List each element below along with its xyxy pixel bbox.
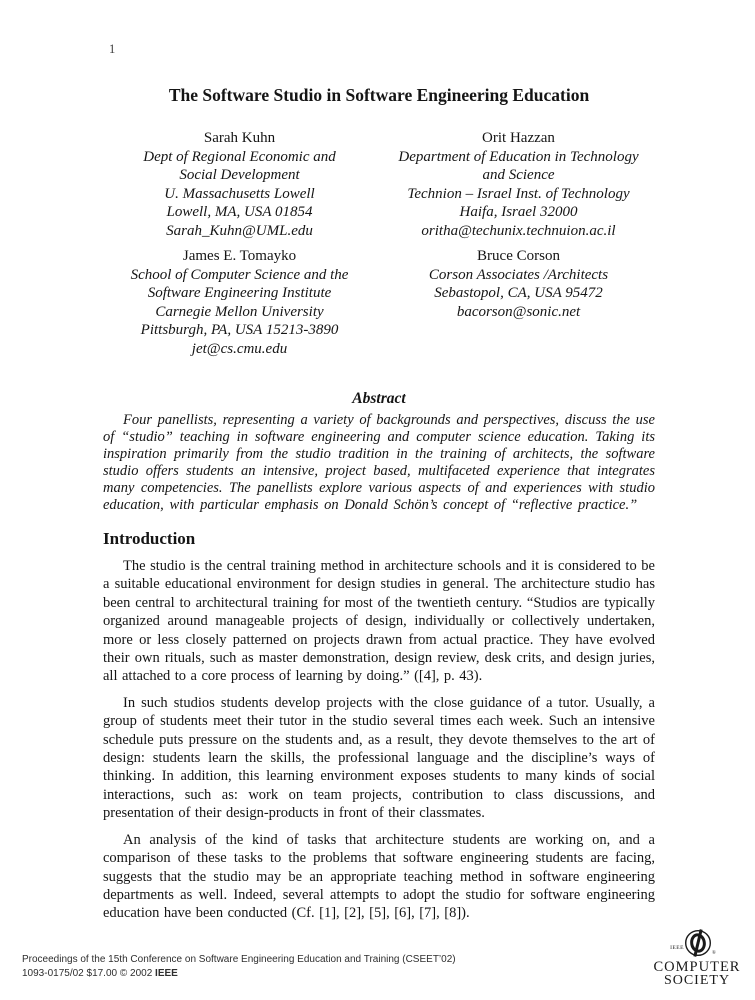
introduction-heading: Introduction bbox=[103, 529, 196, 548]
author-name: Orit Hazzan bbox=[482, 130, 555, 146]
author-affiliation-line: U. Massachusetts Lowell bbox=[164, 185, 315, 202]
page-number: 1 bbox=[109, 42, 116, 56]
author-name: Bruce Corson bbox=[477, 248, 560, 264]
copyright-notice bbox=[22, 953, 456, 980]
author-block-orit-hazzan bbox=[382, 129, 655, 240]
logo-ieee-text: IEEE bbox=[670, 945, 684, 951]
author-affiliation-line: Corson Associates /Architects bbox=[428, 266, 609, 283]
author-affiliation-line: Lowell, MA, USA 01854 bbox=[166, 204, 313, 220]
author-affiliation-line: Technion – Israel Inst. of Technology bbox=[407, 185, 630, 202]
author-affiliation-line: Social Development bbox=[179, 167, 300, 183]
author-affiliation-line: Dept of Regional Economic and bbox=[143, 148, 336, 165]
author-email: bacorson@sonic.net bbox=[456, 303, 581, 320]
author-block-james-tomayko bbox=[103, 247, 376, 358]
abstract-heading: Abstract bbox=[352, 390, 406, 407]
phi-circle-icon bbox=[648, 928, 746, 990]
author-affiliation-line: Pittsburgh, PA, USA 15213-3890 bbox=[140, 322, 339, 338]
paper-content bbox=[103, 0, 655, 923]
abstract-text: Four panellists, representing a variety of backgrounds and perspectives, discuss the use of “studio” teaching in software engineering and computer science education. Taking its inspiration primarily from the studio tradition in the training of architects, the software studio offers students an intensive, project based, multifaceted experience that integrates many competencies. The panellists explore various aspects of and experiences with studio education, with particular emphasis on Donald Schön’s concept of “reflective practice.” bbox=[103, 412, 655, 513]
author-name: James E. Tomayko bbox=[182, 248, 297, 264]
author-affiliation-line: Haifa, Israel 32000 bbox=[459, 204, 578, 220]
author-block-bruce-corson bbox=[382, 247, 655, 358]
introduction-paragraph: The studio is the central training method in architecture schools and it is considered to be a suitable educational environment for design studies in general. The architecture studio has been central to architectural training for most of the twentieth century. “Studios are typically organized around manageable projects of design, individually or collectively undertaken, more or less closely patterned on projects drawn from actual practice. They have evolved their own rituals, such as master demonstration, design review, desk crits, and design juries, all attached to a core process of learning by doing.” ([4], p. 43). bbox=[103, 558, 655, 685]
logo-society-text: SOCIETY bbox=[663, 973, 731, 988]
ieee-computer-society-logo bbox=[648, 928, 746, 990]
introduction-paragraph: An analysis of the kind of tasks that architecture students are working on, and a comparison of these tasks to the problems that software engineering students are facing, suggests that the studio may be an appropriate teaching method in software engineering departments as well. Indeed, several attempts to adopt the studio for software engineering education have been conducted (Cf. [1], [2], [5], [6], [7], [8]). bbox=[103, 831, 655, 922]
authors-section bbox=[103, 129, 655, 358]
author-affiliation-line: Software Engineering Institute bbox=[147, 285, 332, 301]
author-email: oritha@techunix.technuion.ac.il bbox=[421, 222, 616, 239]
author-email: jet@cs.cmu.edu bbox=[191, 340, 288, 357]
ieee-label: IEEE bbox=[155, 967, 178, 979]
introduction-paragraph: In such studios students develop projects with the close guidance of a tutor. Usually, a group of students meet their tutor in the studio several times each week. Such an intensive schedule puts pressure on the students and, as a result, they devote themselves to the art of design: students learn the skills, the professional language and the discipline’s ways of thinking. In addition, this learning environment exposes students to many kinds of social interactions, such as: work on team projects, contribution to class discussions, and presentation of their design-products in front of their classmates. bbox=[103, 694, 655, 822]
paper-title: The Software Studio in Software Engineering Education bbox=[168, 85, 590, 105]
author-affiliation-line: School of Computer Science and the bbox=[130, 266, 349, 283]
author-affiliation-line: and Science bbox=[482, 167, 555, 183]
author-email: Sarah_Kuhn@UML.edu bbox=[166, 222, 313, 239]
author-affiliation-line: Sebastopol, CA, USA 95472 bbox=[434, 285, 603, 301]
issn-copyright-text: 1093-0175/02 $17.00 © 2002 bbox=[22, 967, 156, 979]
author-affiliation-line: Carnegie Mellon University bbox=[155, 303, 324, 320]
issn-copyright-line bbox=[22, 967, 456, 981]
logo-computer-text: COMPUTER bbox=[653, 959, 741, 975]
author-block-sarah-kuhn bbox=[103, 129, 376, 240]
logo-registered-mark: ® bbox=[712, 951, 716, 956]
author-affiliation-line: Department of Education in Technology bbox=[398, 148, 639, 165]
proceedings-line: Proceedings of the 15th Conference on Software Engineering Education and Training (CSEET’02) bbox=[22, 954, 456, 965]
author-name: Sarah Kuhn bbox=[203, 130, 276, 146]
